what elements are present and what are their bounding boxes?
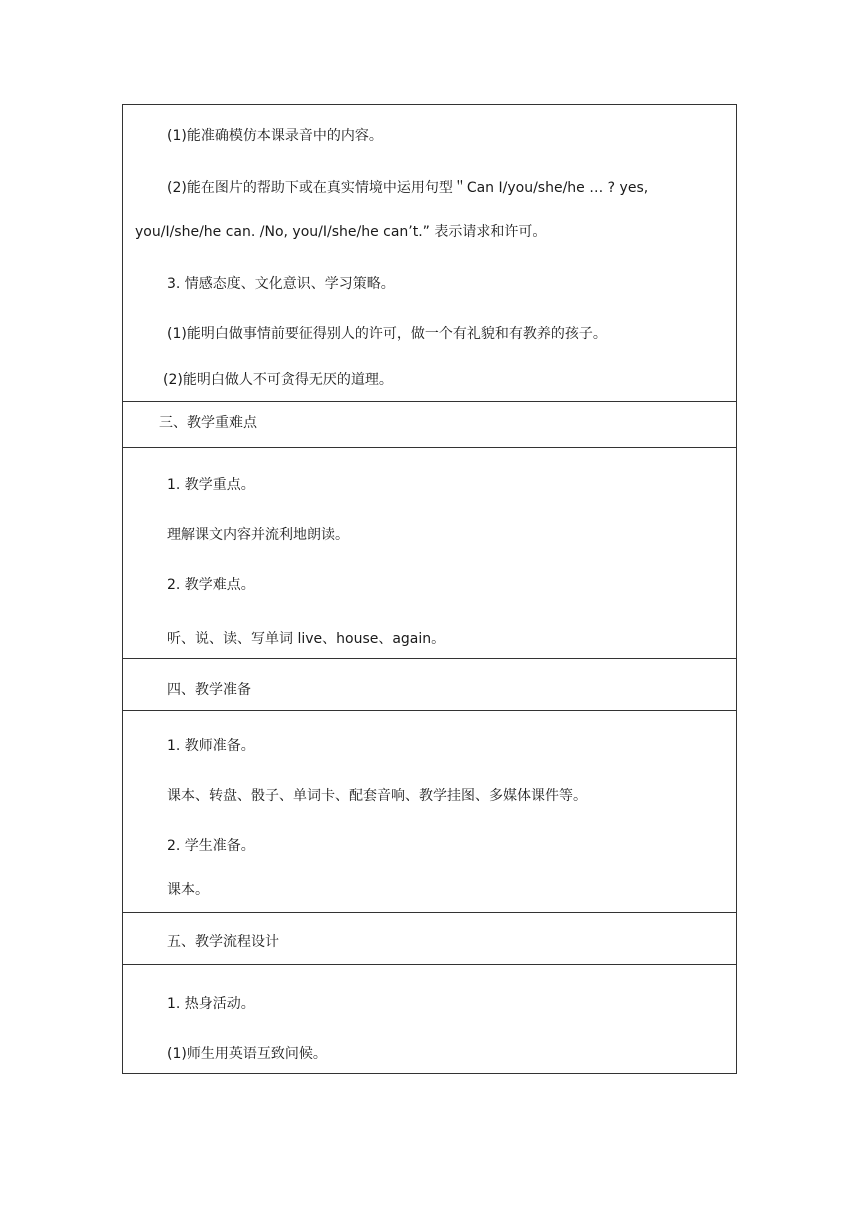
text-line: 3. 情感态度、文化意识、学习策略。 [167, 276, 395, 292]
text-line: 1. 热身活动。 [167, 996, 255, 1012]
objectives-cell [123, 105, 736, 402]
text-line: (1)师生用英语互致问候。 [167, 1046, 327, 1062]
section-title: 四、教学准备 [167, 682, 251, 698]
text-line: 理解课文内容并流利地朗读。 [167, 527, 349, 543]
section-title: 三、教学重难点 [159, 415, 257, 431]
text-line: 课本。 [167, 882, 209, 898]
text-line: 1. 教学重点。 [167, 477, 255, 493]
section-header-process [123, 913, 736, 965]
text-line: 课本、转盘、骰子、单词卡、配套音响、教学挂图、多媒体课件等。 [167, 788, 587, 804]
preparation-cell [123, 711, 736, 913]
process-cell [123, 965, 736, 1073]
section-header-key-points [123, 402, 736, 448]
text-line: 2. 学生准备。 [167, 838, 255, 854]
text-line: (1)能准确模仿本课录音中的内容。 [167, 128, 383, 144]
text-line: you/I/she/he can. /No, you/I/she/he can’t.” 表示请求和许可。 [135, 224, 547, 240]
text-line: (2)能在图片的帮助下或在真实情境中运用句型＂Can I/you/she/he … ? yes, [167, 180, 649, 196]
text-line: 1. 教师准备。 [167, 738, 255, 754]
text-line: 听、说、读、写单词 live、house、again。 [167, 631, 446, 647]
lesson-plan-table [122, 104, 737, 1074]
text-line: (2)能明白做人不可贪得无厌的道理。 [163, 372, 393, 388]
section-header-preparation [123, 659, 736, 711]
key-points-cell [123, 448, 736, 659]
text-line: 2. 教学难点。 [167, 577, 255, 593]
section-title: 五、教学流程设计 [167, 934, 279, 950]
text-line: (1)能明白做事情前要征得别人的许可，做一个有礼貌和有教养的孩子。 [167, 326, 607, 342]
